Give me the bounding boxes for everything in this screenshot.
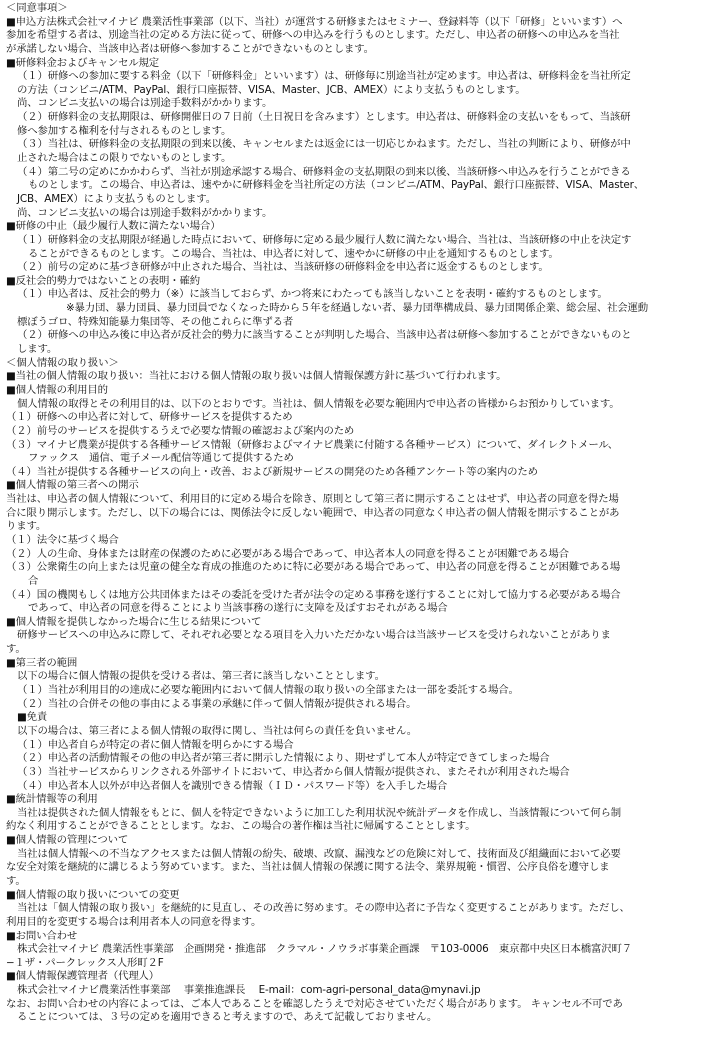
document-line: （３）マイナビ農業が提供する各種サービス情報（研修およびマイナビ農業に付随する各種サービス）について、ダイレクトメール、 [6,438,619,451]
document-line: （１）研修への参加に要する料金（以下「研修料金」といいます）は、研修毎に別途当社が定めます。申込者は、研修料金を当社所定 [17,70,631,83]
document-line: ※暴力団、暴力団員、暴力団員でなくなった時から５年を経過しない者、暴力団準構成員、暴力団関係企業、総会屋、社会運動 [66,302,649,315]
document-line: 尚、コンビニ支払いの場合は別途手数料がかかります。 [17,206,273,219]
document-line: （１）研修料金の支払期限が経過した時点において、研修毎に定める最少履行人数に満たない場合、当社は、当該研修の中止を決定す [17,233,632,246]
document-line: 当社は、申込者の個人情報について、利用目的に定める場合を除き、原則として第三者に開示することはせず、申込者の同意を得た場 [6,493,619,506]
document-line: ■個人情報の取り扱いについての変更 [6,888,180,901]
document-line: （３）公衆衛生の向上または児童の健全な育成の推進のために特に必要がある場合であって、申込者の同意を得ることが困難である場 [6,561,621,574]
document-line: ることについては、３号の定めを適用できると考えますので、あえて記載しておりません。 [17,1011,438,1024]
document-line: 株式会社マイナビ 農業活性事業部 企画開発・推進部 クラマル・ノウラボ事業企画課 〒103-0006 東京都中央区日本橋富沢町７ [17,943,632,956]
document-line: ものとします。この場合、申込者は、速やかに研修料金を当社所定の方法（コンビニ/ATM、PayPal、銀行口座振替、VISA、Master、 [28,179,644,192]
document-line: ■個人情報の第三者への開示 [6,479,139,492]
document-line: 止された場合はこの限りでないものとします。 [17,152,232,165]
consent-document [6,2,712,1025]
document-line: ■当社の個人情報の取り扱い：当社における個人情報の取り扱いは個人情報保護方針に基づいて行われます。 [6,370,507,383]
document-line: ＜個人情報の取り扱い＞ [6,356,119,369]
document-line: 合 [28,574,39,587]
document-line: 研修サービスへの申込みに際して、それぞれ必要となる項目を入力いただかない場合は当該サービスを受けられないことがありま [17,629,611,642]
document-line: ■個人情報保護管理者（代理人） [6,970,160,983]
document-line: ■第三者の範囲 [6,656,78,669]
document-line: であって、申込者の同意を得ることにより当該事務の遂行に支障を及ぼすおそれがある場合 [28,602,448,615]
document-line: ることができるものとします。この場合、当社は、申込者に対して、速やかに研修の中止を通知するものとします。 [28,247,559,260]
document-line: （１）研修への申込者に対して、研修サービスを提供するため [6,411,293,424]
document-line: 利用目的を変更する場合は利用者本人の同意を得ます。 [6,915,262,928]
document-line: （４）当社が提供する各種サービスの向上・改善、および新規サービスの開発のため各種アンケート等の案内のため [6,465,538,478]
document-line: （４）国の機関もしくは地方公共団体またはその委託を受けた者が法令の定める事務を遂行することに対して協力する必要がある場合 [6,588,621,601]
document-line: −１ザ・パークレックス人形町２F [6,956,164,969]
document-line: な安全対策を継続的に講じるよう努めています。また、当社は個人情報の保護に関する法令、業界規範・慣習、公序良俗を遵守しま [6,861,610,874]
document-line: （４）第二号の定めにかかわらず、当社が別途承認する場合、研修料金の支払期限の到来以後、当該研修へ申込みを行うことができる [17,165,631,178]
document-line: 当社は個人情報への不当なアクセスまたは個人情報の紛失、破壊、改竄、漏洩などの危険に対して、技術面及び組織面において必要 [17,847,621,860]
document-line: （１）申込者自らが特定の者に個人情報を明らかにする場合 [17,738,294,751]
document-line: （２）研修料金の支払期限は、研修開催日の７日前（土日祝日を含みます）とします。申込者は、研修料金の支払いをもって、当該研 [17,111,631,124]
document-line: ■個人情報の利用目的 [6,383,108,396]
document-line: 個人情報の取得とその利用目的は、以下のとおりです。当社は、個人情報を必要な範囲内で申込者の皆様からお預かりしています。 [17,397,620,410]
document-line: 株式会社マイナビ農業活性事業部 事業推進課長 E-mail：com-agri-personal_data@mynavi.jp [17,984,481,997]
document-line: 参加を希望する者は、別途当社の定める方法に従って、研修への申込みを行うものとします。ただし、申込者の研修への申込みを当社 [6,29,620,42]
document-line: なお、お問い合わせの内容によっては、ご本人であることを確認したうえで対応させていただく場合があります。 キャンセル不可であ [6,997,623,1010]
document-line: す。 [6,875,26,887]
document-line: JCB、AMEX）により支払うものとします。 [17,192,216,205]
document-line: 当社は提供された個人情報をもとに、個人を特定できないように加工した利用状況や統計データを作成し、当該情報について何ら制 [17,806,621,819]
document-line: （２）当社の合併その他の事由による事業の承継に伴って個人情報が提供される場合。 [17,697,417,710]
document-line: ＜同意事項＞ [6,2,68,14]
document-line: 修へ参加する権利を付与されるものとします。 [17,124,232,137]
document-line: 当社は「個人情報の取り扱い」を継続的に見直し、その改善に努めます。その際申込者に予告なく変更することがあります。ただし、 [17,902,630,915]
document-line: ■個人情報を提供しなかった場合に生じる結果について [6,615,262,628]
document-line: （３）当社サービスからリンクされる外部サイトにおいて、申込者から個人情報が提供され、またそれが利用された場合 [17,765,570,778]
document-line: （１）申込者は、反社会的勢力（※）に該当しておらず、かつ将来にわたっても該当しないことを表明・確約するものとします。 [17,288,608,301]
document-line: （２）前号のサービスを提供するうえで必要な情報の確認および案内のため [6,424,355,437]
document-line: 約なく利用することができることとします。なお、この場合の著作権は当社に帰属することとします。 [6,820,476,833]
document-line: ■申込方法株式会社マイナビ 農業活性事業部（以下、当社）が運営する研修またはセミナー、登録料等（以下「研修」といいます）へ [6,15,623,28]
document-line: （２）研修への申込み後に申込者が反社会的勢力に該当することが判明した場合、当該申込者は研修へ参加することができないものと [17,329,632,342]
document-line: （１）当社が利用目的の達成に必要な範囲内において個人情報の取り扱いの全部または一部を委託する場合。 [17,684,519,697]
document-line: 以下の場合は、第三者による個人情報の取得に関し、当社は何らの責任を負いません。 [17,724,418,737]
document-line: 以下の場合に個人情報の提供を受ける者は、第三者に該当しないこととします。 [17,670,385,683]
document-line: します。 [17,343,58,356]
document-line: （１）法令に基づく場合 [6,533,119,546]
document-line: 合に限り開示します。ただし、以下の場合には、関係法令に反しない範囲で、申込者の同意なく申込者の個人情報を開示することがあ [6,506,620,519]
document-line: （２）申込者の活動情報その他の申込者が第三者に開示した情報により、期せずして本人が特定できてしまった場合 [17,752,550,765]
document-line: （４）申込者本人以外が申込者個人を識別できる情報（ＩＤ・パスワード等）を入手した場合 [17,779,448,792]
document-line: ■個人情報の管理について [6,834,129,847]
document-line: ■反社会的勢力ではないことの表明・確約 [6,274,200,287]
document-line: ■研修料金およびキャンセル規定 [6,56,160,69]
document-line: ります。 [6,520,47,533]
document-line: ■研修の中止（最少履行人数に満たない場合） [6,220,221,233]
document-line: ■免責 [17,711,48,724]
document-line: ファックス 通信、電子メール配信等通じて提供するため [28,452,294,465]
document-line: （２）人の生命、身体または財産の保護のために必要がある場合であって、申込者本人の同意を得ることが困難である場合 [6,547,569,560]
document-line: （２）前号の定めに基づき研修が中止された場合、当社は、当該研修の研修料金を申込者に返金するものとします。 [17,261,549,274]
document-line: が承諾しない場合、当該申込者は研修へ参加することができないものとします。 [6,42,374,55]
document-line: ■お問い合わせ [6,929,78,942]
document-line: （３）当社は、研修料金の支払期限の到来以後、キャンセルまたは返金には一切応じかねます。ただし、当社の判断により、研修が中 [17,138,631,151]
document-line: 尚、コンビニ支払いの場合は別途手数料がかかります。 [17,97,273,110]
document-line: の方法（コンビニ/ATM、PayPal、銀行口座振替、VISA、Master、JCB、AMEX）により支払うものとします。 [17,83,526,96]
document-line: す。 [6,643,26,656]
document-line: ■統計情報等の利用 [6,793,98,806]
document-line: 標ぼうゴロ、特殊知能暴力集団等、その他これらに準ずる者 [17,315,294,328]
